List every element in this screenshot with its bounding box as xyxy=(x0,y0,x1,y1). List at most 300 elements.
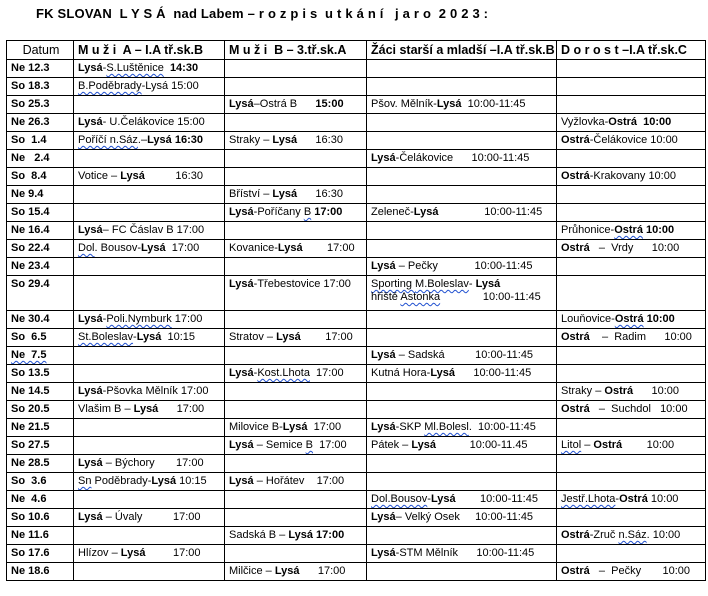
date-cell xyxy=(7,240,74,258)
date-text: Ne 28.5 xyxy=(11,457,50,469)
muzi-b-cell xyxy=(225,383,367,401)
table-row xyxy=(7,168,706,186)
match-text: –Ostrá B xyxy=(253,98,316,110)
dorost-cell xyxy=(557,168,706,186)
muzi-b-cell xyxy=(225,222,367,240)
zaci-cell xyxy=(367,509,557,527)
header-dorost: D o r o s t –I.A tř.sk.C xyxy=(557,41,706,60)
muzi-b-cell xyxy=(225,329,367,347)
muzi-a-cell xyxy=(74,168,225,186)
match-text: -Čelákovice 10:00-11:45 xyxy=(395,152,530,164)
muzi-b-cell xyxy=(225,150,367,168)
header-muzi-b: M u ž i B – 3.tř.sk.A xyxy=(225,41,367,60)
muzi-b-cell xyxy=(225,527,367,545)
match-text: – Radim 10:00 xyxy=(589,331,692,343)
match-text: Lysá xyxy=(272,188,298,200)
match-text: n.Sáz xyxy=(618,529,647,541)
match-text: -Pšovka Mělník 17:00 xyxy=(102,385,209,397)
match-text: Průhonice- xyxy=(561,224,615,236)
date-cell xyxy=(7,509,74,527)
dorost-cell xyxy=(557,401,706,419)
muzi-b-cell xyxy=(225,437,367,455)
match-text: Ostrá xyxy=(561,331,590,343)
match-text: -Lysá 15:00 xyxy=(141,80,199,92)
zaci-cell xyxy=(367,60,557,78)
match-text: Lysá xyxy=(274,565,300,577)
date-text: Ne 7.5 xyxy=(11,349,47,361)
match-text: Ostrá xyxy=(604,385,634,397)
table-row xyxy=(7,455,706,473)
zaci-cell xyxy=(367,132,557,150)
match-text: Votice – xyxy=(78,170,121,182)
match-text: Lysá xyxy=(475,278,501,290)
date-cell xyxy=(7,401,74,419)
match-text: – Suchdol 10:00 xyxy=(589,403,688,415)
match-text: Jestř.Lhota xyxy=(561,493,616,505)
match-text: Lysá xyxy=(371,152,396,164)
zaci-cell xyxy=(367,96,557,114)
match-text: Lysá xyxy=(272,134,298,146)
match-text: Ostrá xyxy=(561,134,590,146)
muzi-a-cell xyxy=(74,365,225,383)
match-text: Lysá xyxy=(371,421,396,433)
muzi-b-cell xyxy=(225,455,367,473)
zaci-cell xyxy=(367,347,557,365)
date-text: Ne 14.5 xyxy=(11,385,50,397)
dorost-cell xyxy=(557,132,706,150)
match-text: 10:00 xyxy=(642,224,675,236)
date-cell xyxy=(7,114,74,132)
table-row xyxy=(7,276,706,311)
match-text: Kutná Hora- xyxy=(371,367,431,379)
match-text: 17:00 xyxy=(158,403,205,415)
muzi-b-cell xyxy=(225,401,367,419)
match-text: Lysá xyxy=(282,421,308,433)
match-text: - xyxy=(427,493,431,505)
match-text: – Pečky 10:00 xyxy=(589,565,691,577)
header-muzi-a: M u ž i A – I.A tř.sk.B xyxy=(74,41,225,60)
dorost-cell xyxy=(557,545,706,563)
match-text: - xyxy=(253,367,258,379)
match-text: Lysá xyxy=(371,349,396,361)
muzi-b-cell xyxy=(225,365,367,383)
date-text: Ne 2.4 xyxy=(11,152,50,164)
muzi-b-cell xyxy=(225,132,367,150)
match-text: 16:30 xyxy=(297,134,343,146)
match-text: Astonka xyxy=(400,291,441,303)
zaci-cell xyxy=(367,545,557,563)
match-text: 10:00 xyxy=(643,313,675,325)
match-text: . 10:00 xyxy=(646,529,681,541)
match-text: Lysá 16:30 xyxy=(147,134,203,146)
muzi-a-cell xyxy=(74,563,225,581)
match-text: 16:30 xyxy=(297,188,343,200)
dorost-cell xyxy=(557,509,706,527)
dorost-cell xyxy=(557,258,706,276)
match-text: Vyžlovka- xyxy=(561,116,609,128)
match-text: Lysá xyxy=(411,439,437,451)
match-text: 17:00 xyxy=(171,313,203,325)
date-text: So 3.6 xyxy=(11,475,47,487)
muzi-a-cell xyxy=(74,545,225,563)
match-text: Lysá xyxy=(277,242,303,254)
match-text: S.Luštěnice xyxy=(106,62,164,74)
muzi-a-cell xyxy=(74,96,225,114)
match-text: 17:00 xyxy=(145,547,201,559)
muzi-b-cell xyxy=(225,509,367,527)
schedule-table xyxy=(6,40,706,581)
match-text: Straky – xyxy=(229,134,273,146)
match-text: hřiště xyxy=(371,291,398,303)
date-text: So 15.4 xyxy=(11,206,50,218)
date-text: Ne 18.6 xyxy=(11,565,50,577)
match-text: Lysá xyxy=(78,116,103,128)
muzi-b-cell xyxy=(225,240,367,258)
match-text: -STM Mělník 10:00-11:45 xyxy=(395,547,535,559)
muzi-a-cell xyxy=(74,401,225,419)
zaci-cell xyxy=(367,401,557,419)
date-cell xyxy=(7,78,74,96)
date-text: So 13.5 xyxy=(11,367,50,379)
date-text: Ne 4.6 xyxy=(11,493,47,505)
match-text: Kost.Lhota xyxy=(257,367,310,379)
match-text: Ostrá xyxy=(619,493,648,505)
dorost-cell xyxy=(557,491,706,509)
table-row xyxy=(7,527,706,545)
muzi-b-cell xyxy=(225,168,367,186)
match-text: -SKP xyxy=(395,421,425,433)
match-text: Ostrá xyxy=(561,170,590,182)
match-text: – Býchory 17:00 xyxy=(102,457,204,469)
match-text: – Hořátev 17:00 xyxy=(253,475,345,487)
match-text: 14:30 xyxy=(163,62,199,74)
match-text: Lysá 17:00 xyxy=(288,529,345,541)
muzi-a-cell xyxy=(74,419,225,437)
match-text: Lysá xyxy=(78,385,103,397)
date-cell xyxy=(7,473,74,491)
date-cell xyxy=(7,186,74,204)
match-text: 10:00-11.45 xyxy=(436,439,528,451)
date-text: Ne 21.5 xyxy=(11,421,50,433)
match-text: -Zruč xyxy=(589,529,619,541)
table-row xyxy=(7,132,706,150)
match-text: Louňovice- xyxy=(561,313,615,325)
muzi-a-cell xyxy=(74,473,225,491)
match-text: Lysá xyxy=(78,457,103,469)
match-text: Hlízov – xyxy=(78,547,121,559)
match-text: Ostrá xyxy=(561,403,590,415)
date-text: Ne 11.6 xyxy=(11,529,49,541)
dorost-cell xyxy=(557,365,706,383)
match-text: – Velký Osek 10:00-11:45 xyxy=(395,511,534,523)
match-text: – Vrdy 10:00 xyxy=(589,242,680,254)
muzi-b-cell xyxy=(225,186,367,204)
match-text: – Pečky 10:00-11:45 xyxy=(395,260,533,272)
dorost-cell xyxy=(557,222,706,240)
date-cell xyxy=(7,419,74,437)
dorost-cell xyxy=(557,563,706,581)
muzi-a-cell xyxy=(74,509,225,527)
muzi-b-cell xyxy=(225,96,367,114)
date-text: Ne 9.4 xyxy=(11,188,44,200)
muzi-a-cell xyxy=(74,491,225,509)
zaci-cell xyxy=(367,527,557,545)
date-cell xyxy=(7,437,74,455)
match-text: Lysá xyxy=(78,224,103,236)
muzi-b-cell xyxy=(225,60,367,78)
muzi-a-cell xyxy=(74,78,225,96)
table-row xyxy=(7,96,706,114)
match-text: Lysá xyxy=(136,331,162,343)
date-text: So 27.5 xyxy=(11,439,50,451)
match-text: Ostrá xyxy=(593,439,623,451)
match-text: Lysá xyxy=(436,98,462,110)
zaci-cell xyxy=(367,365,557,383)
muzi-a-cell xyxy=(74,204,225,222)
date-text: So 1.4 xyxy=(11,134,47,146)
match-text: - xyxy=(615,493,620,505)
match-text: Lysá xyxy=(371,260,396,272)
zaci-cell xyxy=(367,204,557,222)
match-text: - xyxy=(133,331,137,343)
match-text: Ostrá xyxy=(561,529,590,541)
match-text: St.Boleslav xyxy=(78,331,134,343)
muzi-b-cell xyxy=(225,258,367,276)
dorost-cell xyxy=(557,204,706,222)
date-cell xyxy=(7,365,74,383)
muzi-b-cell xyxy=(225,311,367,329)
date-cell xyxy=(7,311,74,329)
match-text: Lysá xyxy=(229,475,254,487)
match-text: 17:00 xyxy=(312,439,347,451)
match-text: Lysá xyxy=(151,475,177,487)
match-text: Lysá xyxy=(120,547,146,559)
match-text: Ostrá xyxy=(561,242,590,254)
match-text: Lysá xyxy=(413,206,439,218)
zaci-cell xyxy=(367,383,557,401)
match-text: Ostrá xyxy=(561,565,590,577)
muzi-b-cell xyxy=(225,491,367,509)
match-text: Lysá xyxy=(276,331,301,343)
muzi-a-cell xyxy=(74,437,225,455)
match-text: Poli.Nymburk xyxy=(106,313,172,325)
dorost-cell xyxy=(557,240,706,258)
match-text: B xyxy=(305,439,313,451)
match-text: Lysá xyxy=(430,367,455,379)
zaci-cell xyxy=(367,311,557,329)
table-row xyxy=(7,509,706,527)
zaci-cell xyxy=(367,168,557,186)
match-text: 10:00-11:45 xyxy=(438,206,543,218)
zaci-cell xyxy=(367,419,557,437)
muzi-a-cell xyxy=(74,222,225,240)
zaci-cell xyxy=(367,186,557,204)
table-row xyxy=(7,347,706,365)
date-text: Ne 23.4 xyxy=(11,260,50,272)
dorost-cell xyxy=(557,383,706,401)
match-text: Lysá xyxy=(229,206,254,218)
match-text: – xyxy=(581,439,594,451)
match-text: 10:00-11:45 xyxy=(440,291,541,303)
match-text: B xyxy=(303,206,312,218)
table-row xyxy=(7,311,706,329)
muzi-a-cell xyxy=(74,150,225,168)
match-text: – Sadská 10:00-11:45 xyxy=(395,349,534,361)
muzi-a-cell xyxy=(74,240,225,258)
match-text: Kovanice- xyxy=(229,242,278,254)
match-text: Lysá xyxy=(229,98,254,110)
table-row xyxy=(7,78,706,96)
match-text: Ml.Bolesl xyxy=(424,421,469,433)
match-text: . Bousov- xyxy=(94,242,141,254)
match-text: Vlašim B – xyxy=(78,403,134,415)
match-text: 17:00 xyxy=(302,242,355,254)
match-text: Sn xyxy=(78,475,92,487)
header-datum: Datum xyxy=(7,41,74,60)
match-text: Sadská B – xyxy=(229,529,289,541)
muzi-a-cell xyxy=(74,455,225,473)
muzi-a-cell xyxy=(74,276,225,311)
match-text: Zeleneč- xyxy=(371,206,414,218)
dorost-cell xyxy=(557,527,706,545)
match-text: 10:00-11:45 xyxy=(455,493,538,505)
table-row xyxy=(7,240,706,258)
muzi-b-cell xyxy=(225,473,367,491)
table-row xyxy=(7,258,706,276)
date-cell xyxy=(7,329,74,347)
table-row xyxy=(7,491,706,509)
date-cell xyxy=(7,347,74,365)
match-text: 10:00 xyxy=(647,493,679,505)
muzi-b-cell xyxy=(225,78,367,96)
match-text: Ostrá 10:00 xyxy=(608,116,672,128)
match-text: Dol.Bousov xyxy=(371,493,428,505)
match-text: - U.Čelákovice 15:00 xyxy=(102,116,205,128)
match-text: Stratov – xyxy=(229,331,277,343)
date-text: So 29.4 xyxy=(11,278,50,290)
match-text: Lysá xyxy=(371,511,396,523)
table-row xyxy=(7,60,706,78)
zaci-cell xyxy=(367,222,557,240)
schedule-body xyxy=(7,60,706,581)
muzi-b-cell xyxy=(225,276,367,311)
table-row xyxy=(7,365,706,383)
match-text: Ostrá xyxy=(614,224,643,236)
match-text: Pátek – xyxy=(371,439,412,451)
muzi-a-cell xyxy=(74,347,225,365)
match-text: 10:00 xyxy=(622,439,675,451)
date-cell xyxy=(7,204,74,222)
match-text: 16:30 xyxy=(144,170,203,182)
table-row xyxy=(7,437,706,455)
match-text: Lysá xyxy=(430,493,456,505)
muzi-a-cell xyxy=(74,527,225,545)
dorost-cell xyxy=(557,347,706,365)
dorost-cell xyxy=(557,276,706,311)
match-text: 10:00 xyxy=(633,385,680,397)
muzi-b-cell xyxy=(225,545,367,563)
date-text: Ne 26.3 xyxy=(11,116,50,128)
match-text: Lysá xyxy=(371,547,396,559)
date-cell xyxy=(7,545,74,563)
match-text: Straky – xyxy=(561,385,605,397)
date-cell xyxy=(7,96,74,114)
match-text: -Třebestovice 17:00 xyxy=(253,278,351,290)
date-text: So 8.4 xyxy=(11,170,47,182)
match-text: Milovice B- xyxy=(229,421,283,433)
date-text: So 17.6 xyxy=(11,547,50,559)
date-cell xyxy=(7,276,74,311)
date-cell xyxy=(7,222,74,240)
dorost-cell xyxy=(557,329,706,347)
dorost-cell xyxy=(557,473,706,491)
dorost-cell xyxy=(557,114,706,132)
match-text: M.Boleslav xyxy=(415,278,469,290)
date-text: So 20.5 xyxy=(11,403,50,415)
date-cell xyxy=(7,258,74,276)
table-row xyxy=(7,150,706,168)
table-row xyxy=(7,114,706,132)
match-text: Lysá xyxy=(120,170,145,182)
header-row xyxy=(7,41,706,60)
match-text: Lysá xyxy=(229,367,254,379)
dorost-cell xyxy=(557,455,706,473)
match-text: 17:00 xyxy=(311,206,343,218)
dorost-cell xyxy=(557,186,706,204)
match-text: Lysá xyxy=(78,313,103,325)
table-row xyxy=(7,473,706,491)
date-cell xyxy=(7,60,74,78)
match-text: 10:15 xyxy=(176,475,207,487)
match-text: - xyxy=(102,62,107,74)
table-row xyxy=(7,186,706,204)
muzi-b-cell xyxy=(225,347,367,365)
match-text: 10:15 xyxy=(161,331,196,343)
date-text: Ne 16.4 xyxy=(11,224,50,236)
dorost-cell xyxy=(557,311,706,329)
match-text: -Čelákovice 10:00 xyxy=(589,134,678,146)
muzi-b-cell xyxy=(225,563,367,581)
dorost-cell xyxy=(557,150,706,168)
table-row xyxy=(7,222,706,240)
muzi-b-cell xyxy=(225,114,367,132)
muzi-b-cell xyxy=(225,204,367,222)
muzi-b-cell xyxy=(225,419,367,437)
date-text: So 22.4 xyxy=(11,242,50,254)
zaci-cell xyxy=(367,437,557,455)
date-cell xyxy=(7,132,74,150)
zaci-cell xyxy=(367,491,557,509)
match-text: 17:00 xyxy=(309,367,344,379)
zaci-cell xyxy=(367,114,557,132)
match-text: Lysá xyxy=(78,511,103,523)
match-text: - xyxy=(102,313,107,325)
muzi-a-cell xyxy=(74,383,225,401)
zaci-cell xyxy=(367,329,557,347)
zaci-cell xyxy=(367,78,557,96)
match-text: Sporting xyxy=(371,278,416,290)
table-row xyxy=(7,204,706,222)
match-text: B.Poděbrady xyxy=(78,80,142,92)
match-text: .– xyxy=(137,134,148,146)
table-row xyxy=(7,383,706,401)
zaci-cell xyxy=(367,455,557,473)
muzi-a-cell xyxy=(74,60,225,78)
dorost-cell xyxy=(557,96,706,114)
match-text: Lysá xyxy=(229,439,254,451)
match-text: Poříčí n.Sáz xyxy=(78,134,138,146)
dorost-cell xyxy=(557,60,706,78)
